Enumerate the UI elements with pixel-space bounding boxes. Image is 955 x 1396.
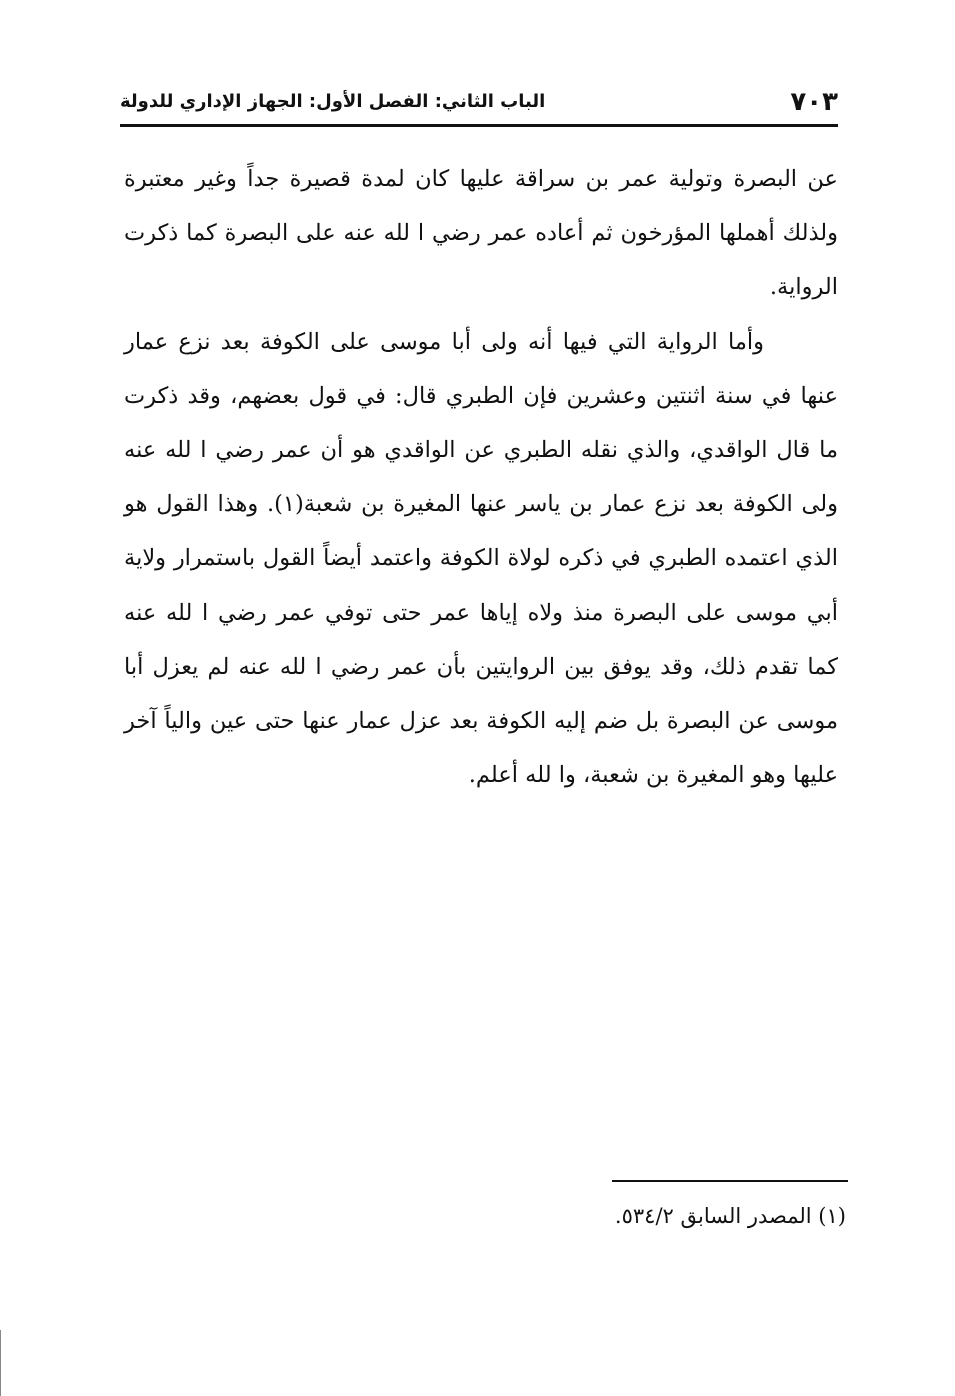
footnote-divider [612, 1180, 848, 1182]
page-number: ٧٠٣ [790, 87, 838, 117]
main-text [124, 152, 838, 802]
paragraph-2: وأما الرواية التي فيها أنه ولى أبا موسى على الكوفة بعد نزع عمار عنها في سنة اثنتين وعشرين فإن الطبري قال: في قول بعضهم، وقد ذكرت ما قال الواقدي، والذي نقله الطبري عن الواقدي هو أن عمر رضي ا لله عنه ولى الكوفة بعد نزع عمار بن ياسر عنها المغيرة بن شعبة(١). وهذا القول هو الذي اعتمده الطبري في ذكره لولاة الكوفة واعتمد أيضاً القول باستمرار ولاية أبي موسى على البصرة منذ ولاه إياها عمر حتى توفي عمر رضي ا لله عنه كما تقدم ذلك، وقد يوفق بين الروايتين بأن عمر رضي ا لله عنه لم يعزل أبا موسى عن البصرة بل ضم إليه الكوفة بعد عزل عمار عنها حتى عين والياً آخر عليها وهو المغيرة بن شعبة، وا لله أعلم. [124, 328, 838, 789]
scan-edge-mark [0, 1330, 1, 1396]
footnote-1: (١) المصدر السابق ٥٣٤/٢. [614, 1204, 846, 1228]
chapter-title: الباب الثاني: الفصل الأول: الجهاز الإداري للدولة [120, 91, 546, 112]
running-header [120, 80, 838, 127]
paragraph-1: عن البصرة وتولية عمر بن سراقة عليها كان لمدة قصيرة جداً وغير معتبرة ولذلك أهملها المؤرخون ثم أعاده عمر رضي ا لله عنه على البصرة كما ذكرت الرواية. [124, 166, 838, 301]
